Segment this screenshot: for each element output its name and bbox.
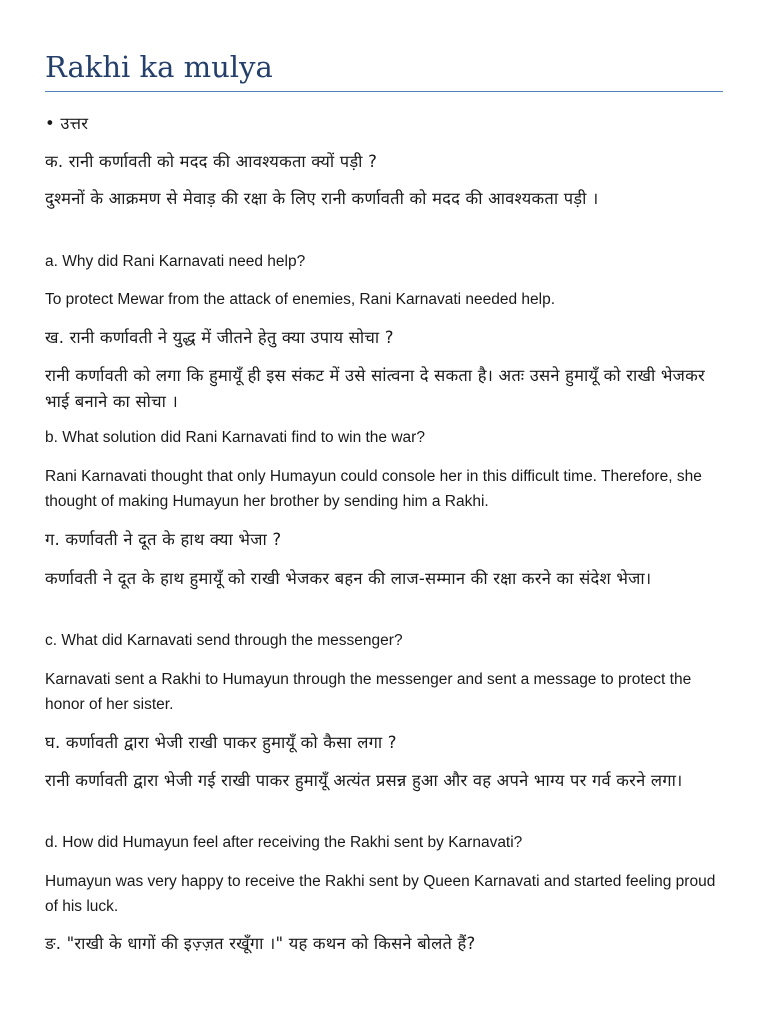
hindi-answer-2: रानी कर्णावती को लगा कि हुमायूँ ही इस संकट में उसे सांत्वना दे सकता है। अतः उसने हुमायूँ को राखी भेजकर भाई बनाने का सोचा ।	[45, 366, 705, 411]
hindi-answer-3: कर्णावती ने दूत के हाथ हुमायूँ को राखी भेजकर बहन की लाज-सम्मान की रक्षा करने का संदेश भेजा।	[45, 569, 652, 588]
page-title: Rakhi ka mulya	[45, 50, 273, 84]
hindi-question-4: घ. कर्णावती द्वारा भेजी राखी पाकर हुमायूँ को कैसा लगा ?	[45, 733, 397, 752]
bullet-heading: • उत्तर	[45, 114, 89, 133]
english-question-2: b. What solution did Rani Karnavati find to win the war?	[45, 429, 425, 446]
english-answer-1: To protect Mewar from the attack of enemies, Rani Karnavati needed help.	[45, 291, 556, 308]
hindi-answer-1: दुश्मनों के आक्रमण से मेवाड़ की रक्षा के लिए रानी कर्णावती को मदद की आवश्यकता पड़ी ।	[45, 189, 599, 208]
hindi-question-5: ङ. "राखी के धागों की इज़्ज़त रखूँगा ।" यह कथन को किसने बोलते हैं?	[45, 934, 476, 953]
english-answer-4: Humayun was very happy to receive the Rakhi sent by Queen Karnavati and started feeling proud of his luck.	[45, 873, 716, 915]
hindi-question-3: ग. कर्णावती ने दूत के हाथ क्या भेजा ?	[45, 530, 282, 549]
english-question-3: c. What did Karnavati send through the messenger?	[45, 632, 403, 649]
title-divider	[45, 91, 723, 92]
english-question-4: d. How did Humayun feel after receiving the Rakhi sent by Karnavati?	[45, 834, 523, 851]
hindi-question-2: ख. रानी कर्णावती ने युद्ध में जीतने हेतु क्या उपाय सोचा ?	[45, 328, 394, 347]
english-answer-2: Rani Karnavati thought that only Humayun could console her in this difficult time. Therefore, she thought of making Humayun her brother by sending him a Rakhi.	[45, 468, 702, 510]
hindi-question-1: क. रानी कर्णावती को मदद की आवश्यकता क्यों पड़ी ?	[45, 152, 378, 171]
english-question-1: a. Why did Rani Karnavati need help?	[45, 253, 306, 270]
english-answer-3: Karnavati sent a Rakhi to Humayun through the messenger and sent a message to protect the honor of her sister.	[45, 671, 692, 713]
hindi-answer-4: रानी कर्णावती द्वारा भेजी गई राखी पाकर हुमायूँ अत्यंत प्रसन्न हुआ और वह अपने भाग्य पर गर्व करने लगा।	[45, 771, 683, 790]
